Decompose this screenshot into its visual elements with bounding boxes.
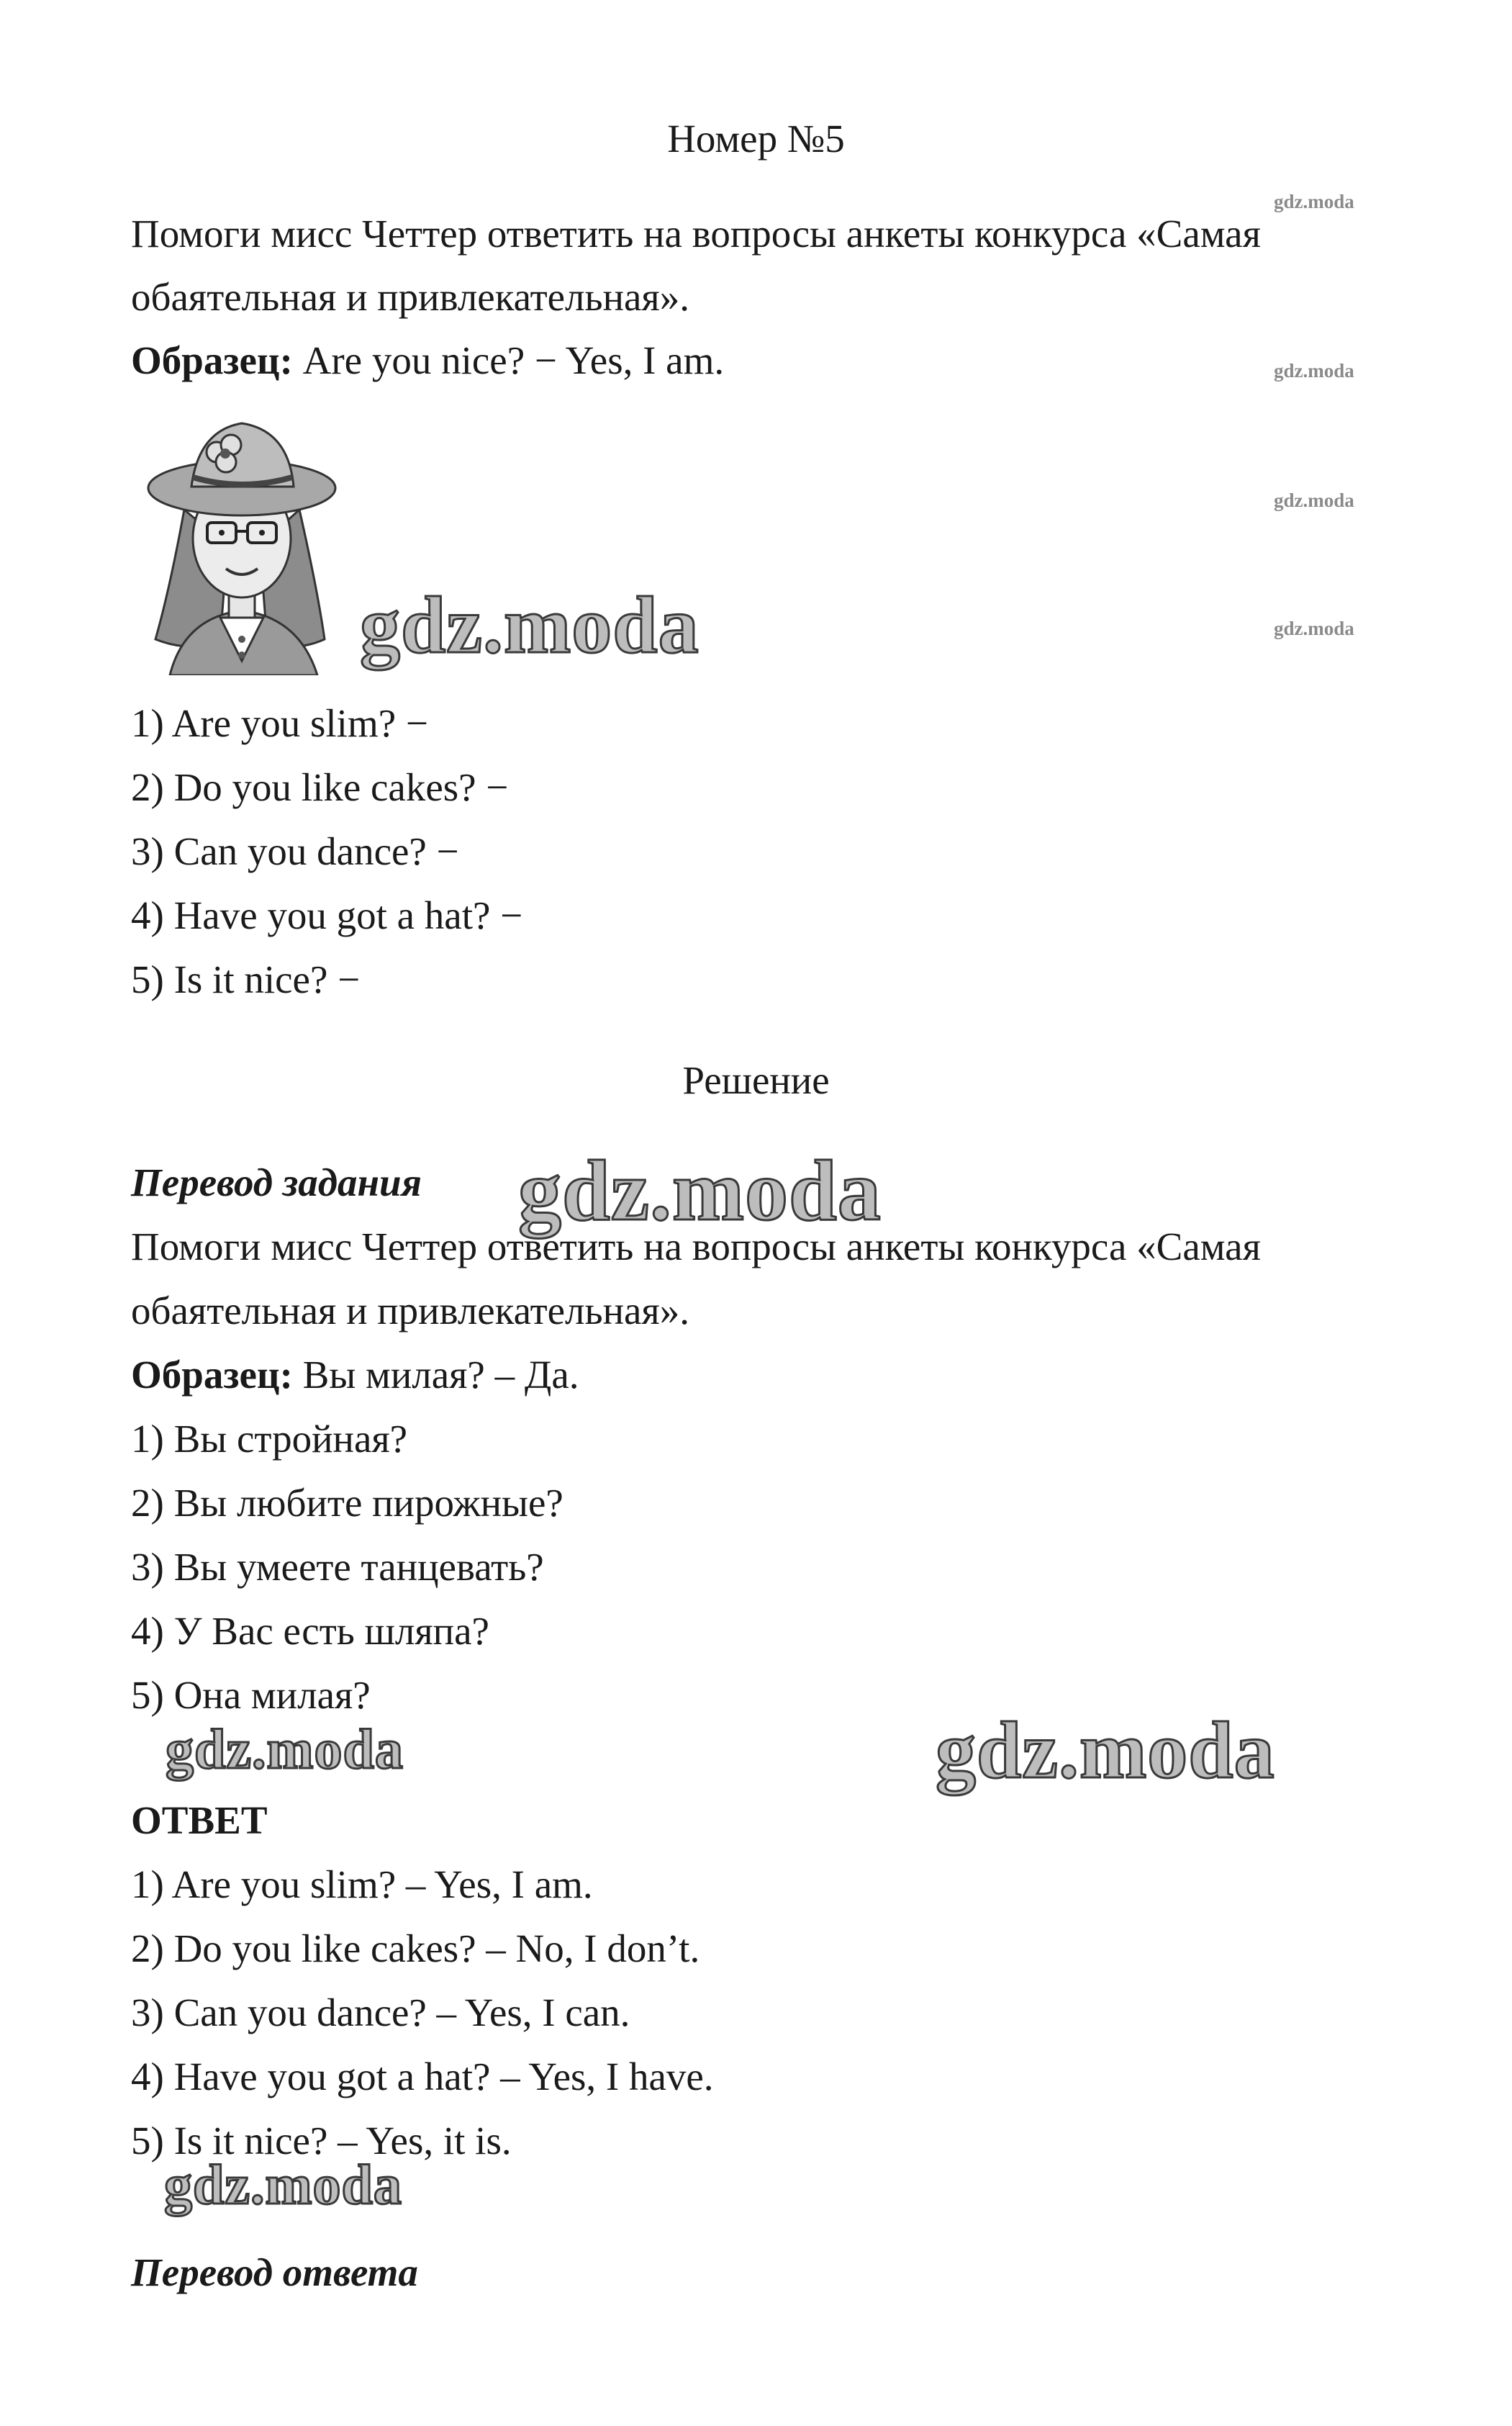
question-4: 4) Have you got a hat? − <box>131 893 523 937</box>
watermark-logo: gdz.moda <box>360 581 700 670</box>
answer-item-5: 5) Is it nice? – Yes, it is. <box>131 2119 512 2163</box>
task-text-line1: Помоги мисс Четтер ответить на вопросы анкеты конкурса «Самая <box>131 212 1261 256</box>
question-1: 1) Are you slim? − <box>131 701 428 745</box>
translation-text-line2: обаятельная и привлекательная». <box>131 1289 689 1333</box>
translation-item-5: 5) Она милая? <box>131 1673 371 1717</box>
watermark-small: gdz.moda <box>1274 191 1354 212</box>
sample-label: Образец: <box>131 1353 293 1397</box>
watermark-small: gdz.moda <box>1274 618 1354 639</box>
translation-item-2: 2) Вы любите пирожные? <box>131 1481 563 1525</box>
question-5: 5) Is it nice? − <box>131 957 361 1001</box>
translation-heading: Перевод задания <box>131 1160 422 1204</box>
watermark-logo: gdz.moda <box>164 2153 402 2216</box>
answer-item-3: 3) Can you dance? – Yes, I can. <box>131 1990 630 2034</box>
sample-label: Образец: <box>131 338 293 382</box>
watermark-small: gdz.moda <box>1274 490 1354 511</box>
answer-heading: ОТВЕТ <box>131 1798 268 1842</box>
solution-heading: Решение <box>682 1058 830 1102</box>
sample-text: Вы милая? – Да. <box>292 1353 579 1397</box>
answer-item-2: 2) Do you like cakes? – No, I don’t. <box>131 1926 700 1970</box>
question-2: 2) Do you like cakes? − <box>131 765 509 809</box>
answer-item-1: 1) Are you slim? – Yes, I am. <box>131 1862 593 1906</box>
watermark-logo: gdz.moda <box>518 1142 882 1238</box>
question-3: 3) Can you dance? − <box>131 829 459 873</box>
page-title: Номер №5 <box>667 117 845 161</box>
translation-sample <box>131 1350 579 1400</box>
watermark-small: gdz.moda <box>1274 360 1354 382</box>
task-sample <box>131 335 724 386</box>
translation-item-1: 1) Вы стройная? <box>131 1417 408 1461</box>
answer-item-4: 4) Have you got a hat? – Yes, I have. <box>131 2055 714 2098</box>
miss-chatter-illustration <box>141 402 343 675</box>
translation-text-line1: Помоги мисс Четтер ответить на вопросы анкеты конкурса «Самая <box>131 1225 1261 1268</box>
watermark-logo: gdz.moda <box>166 1718 404 1780</box>
translation-item-4: 4) У Вас есть шляпа? <box>131 1609 489 1653</box>
sample-text: Are you nice? − Yes, I am. <box>292 338 725 382</box>
watermark-logo: gdz.moda <box>936 1706 1275 1795</box>
answer-translation-heading: Перевод ответа <box>131 2250 418 2294</box>
translation-item-3: 3) Вы умеете танцевать? <box>131 1545 544 1589</box>
task-text-line2: обаятельная и привлекательная». <box>131 275 689 319</box>
